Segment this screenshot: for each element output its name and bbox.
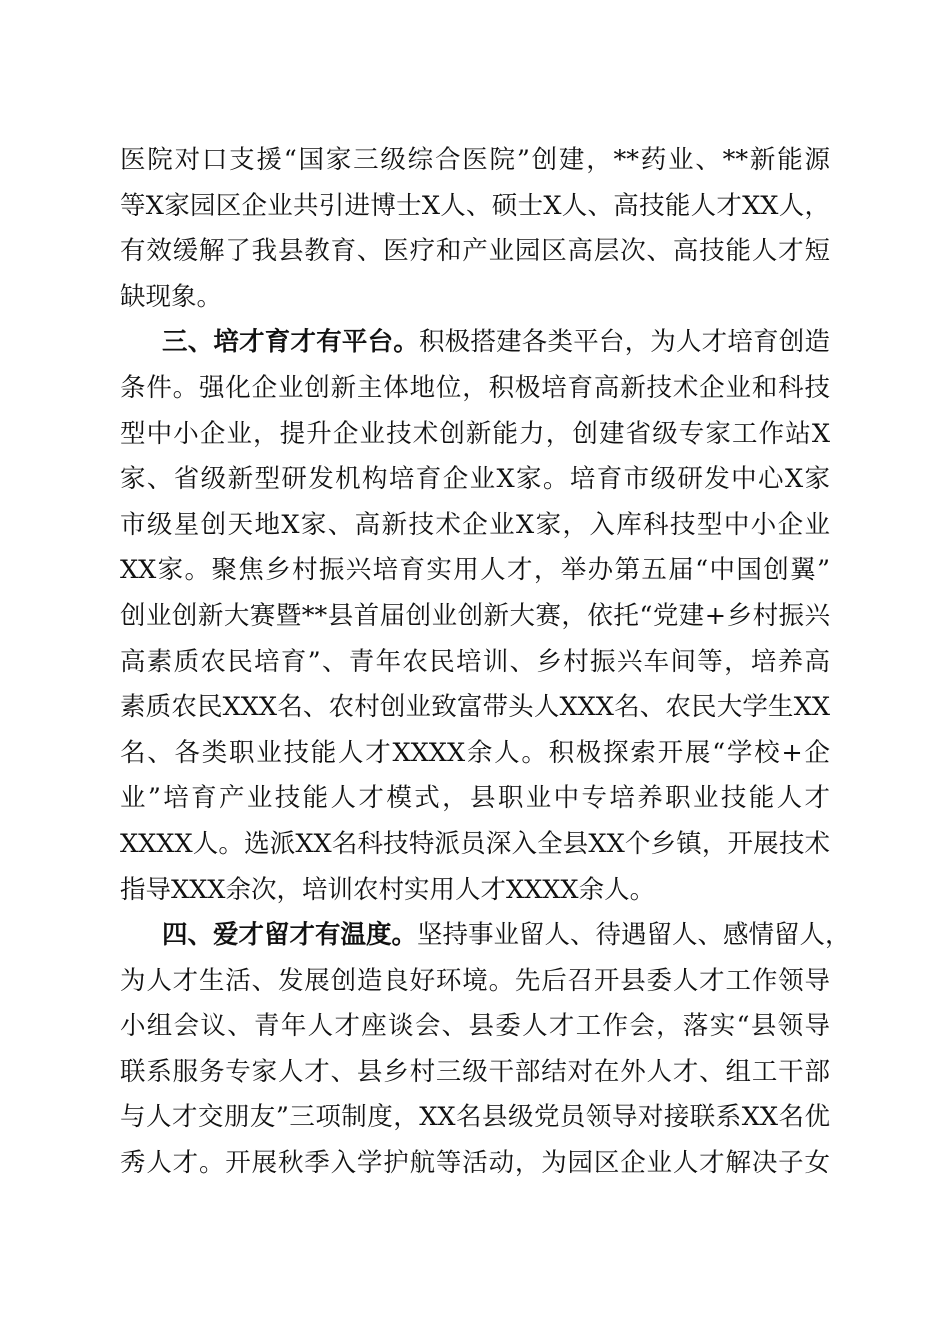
para1-line-1: 医院对口支援“国家三级综合医院”创建，**药业、**新能源 — [120, 145, 830, 175]
para2-line-3: 型中小企业，提升企业技术创新能力，创建省级专家工作站X — [120, 418, 830, 449]
para1-line-4: 缺现象。 — [120, 281, 223, 312]
para3-line-6: 秀人才。开展秋季入学护航等活动，为园区企业人才解决子女 — [120, 1148, 830, 1179]
para2-line-12: XXXX人。选派XX名科技特派员深入全县XX个乡镇，开展技术 — [120, 828, 830, 859]
para2-line-10: 名、各类职业技能人才XXXX余人。积极探索开展“学校+企 — [120, 737, 830, 768]
para2-line-2: 条件。强化企业创新主体地位，积极培育高新技术企业和科技 — [120, 372, 830, 403]
para2-line-6: XX家。聚焦乡村振兴培育实用人才，举办第五届“中国创翼” — [120, 555, 830, 586]
para2-line-5: 市级星创天地X家、高新技术企业X家，入库科技型中小企业 — [120, 509, 830, 540]
para3-line-3: 小组会议、青年人才座谈会、县委人才工作会，落实“县领导 — [120, 1011, 830, 1042]
para2-line-7: 创业创新大赛暨**县首届创业创新大赛，依托“党建+乡村振兴 — [120, 600, 830, 631]
section-heading-4: 四、爱才留才有温度。 — [162, 920, 418, 951]
para3-first-line-text: 坚持事业留人、待遇留人、感情留人， — [417, 920, 851, 951]
para2-first-line — [120, 320, 830, 366]
para3-line-2: 为人才生活、发展创造良好环境。先后召开县委人才工作领导 — [120, 965, 830, 996]
para1-line-3: 有效缓解了我县教育、医疗和产业园区高层次、高技能人才短 — [120, 236, 830, 267]
document-body — [120, 138, 851, 1187]
para2-line-4: 家、省级新型研发机构培育企业X家。培育市级研发中心X家 — [120, 464, 830, 495]
para2-line-8: 高素质农民培育”、青年农民培训、乡村振兴车间等，培养高 — [120, 646, 830, 677]
para2-line-13: 指导XXX余次，培训农村实用人才XXXX余人。 — [120, 874, 656, 905]
para1-line-2: 等X家园区企业共引进博士X人、硕士X人、高技能人才XX人， — [120, 190, 830, 221]
section-heading-3: 三、培才育才有平台。 — [162, 327, 419, 358]
para2-line-9: 素质农民XXX名、农村创业致富带头人XXX名、农民大学生XX — [120, 692, 830, 723]
para2-first-line-text: 积极搭建各类平台，为人才培育创造 — [419, 327, 830, 358]
para2-line-11: 业”培育产业技能人才模式，县职业中专培养职业技能人才 — [120, 783, 830, 814]
para3-first-line — [120, 913, 851, 959]
para3-line-5: 与人才交朋友”三项制度，XX名县级党员领导对接联系XX名优 — [120, 1102, 830, 1133]
para3-line-4: 联系服务专家人才、县乡村三级干部结对在外人才、组工干部 — [120, 1056, 830, 1087]
